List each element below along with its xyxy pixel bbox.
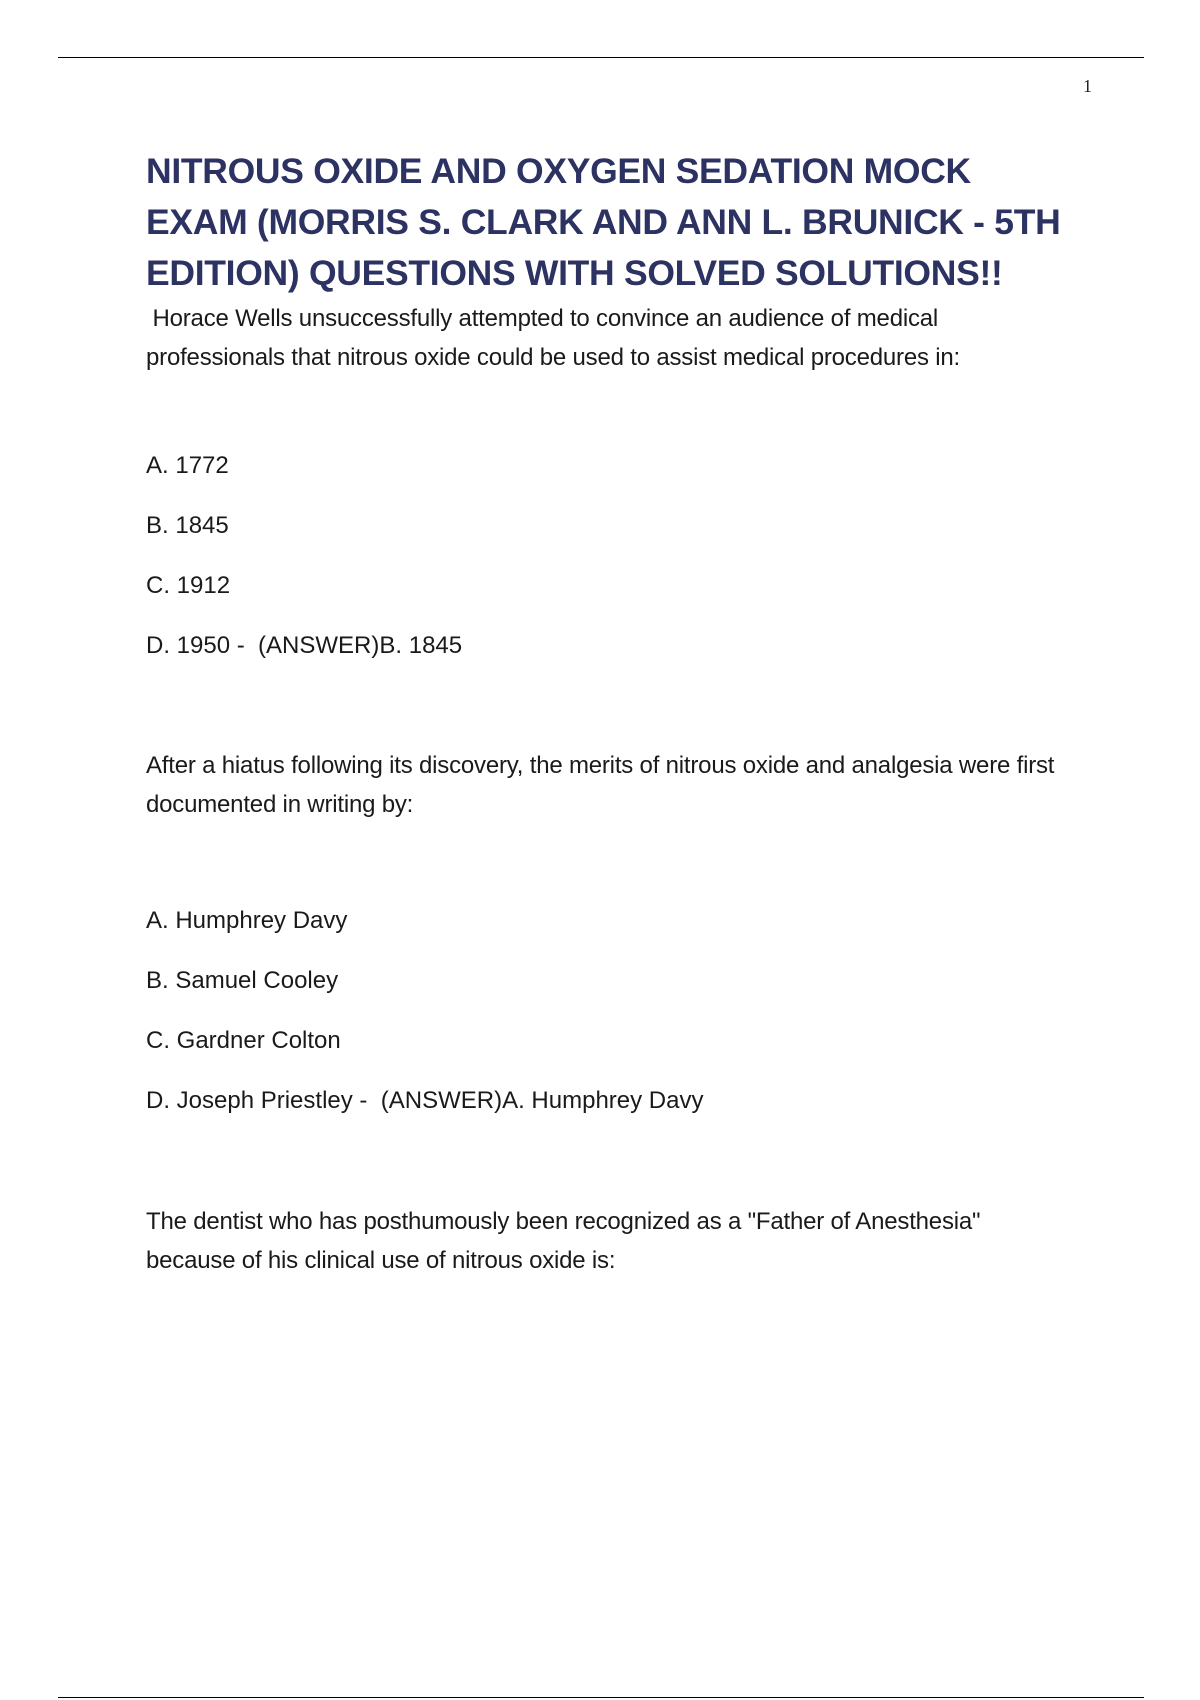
question-2-option-d-answer: D. Joseph Priestley - (ANSWER)A. Humphrey Davy (146, 1087, 704, 1114)
footer-rule (58, 1697, 1144, 1698)
document-body (146, 146, 1076, 1280)
question-1-option-b: B. 1845 (146, 512, 229, 539)
question-1-option-d-answer: D. 1950 - (ANSWER)B. 1845 (146, 632, 463, 659)
page-number: 1 (1083, 76, 1092, 96)
document-title: NITROUS OXIDE AND OXYGEN SEDATION MOCK EXAM (MORRIS S. CLARK AND ANN L. BRUNICK - 5TH EDITION) QUESTIONS WITH SOLVED SOLUTIONS!! (146, 151, 1061, 293)
question-2-option-a: A. Humphrey Davy (146, 907, 348, 934)
question-1-options (146, 451, 1076, 661)
question-1-option-a: A. 1772 (146, 452, 229, 479)
question-2-options (146, 906, 1076, 1116)
question-2-option-b: B. Samuel Cooley (146, 967, 339, 994)
question-2-option-c: C. Gardner Colton (146, 1027, 341, 1054)
question-1-option-c: C. 1912 (146, 572, 231, 599)
question-2-text: After a hiatus following its discovery, the merits of nitrous oxide and analgesia were first documented in writing by: (146, 752, 1055, 818)
question-3-text: The dentist who has posthumously been recognized as a "Father of Anesthesia" because of his clinical use of nitrous oxide is: (146, 1208, 981, 1274)
question-1-text: Horace Wells unsuccessfully attempted to convince an audience of medical professionals that nitrous oxide could be used to assist medical procedures in: (146, 305, 960, 371)
header-rule (58, 57, 1144, 58)
